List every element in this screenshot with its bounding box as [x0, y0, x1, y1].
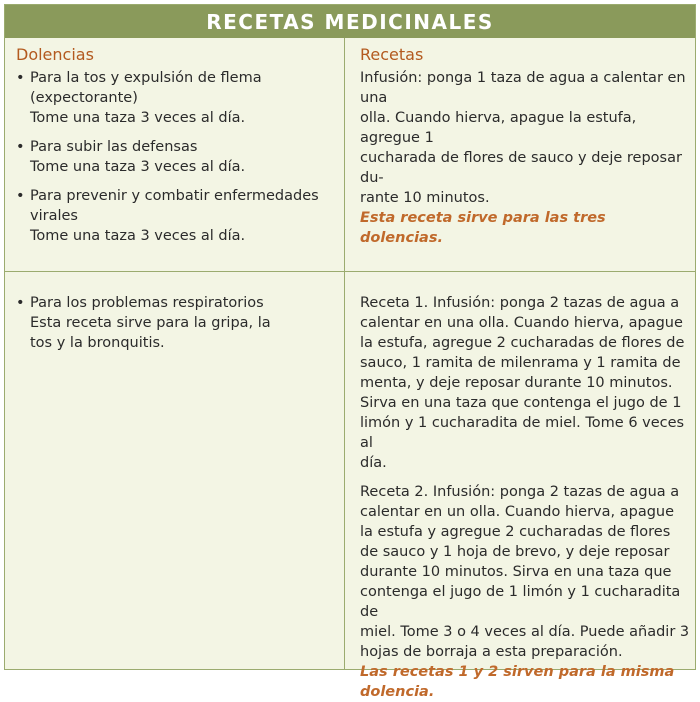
- ailment-desc-line: tos y la bronquitis.: [30, 335, 165, 351]
- ailment-dose: Tome una taza 3 veces al día.: [30, 228, 246, 244]
- row2-ailment: [16, 293, 336, 353]
- recipe1-line: sauco, 1 ramita de milenrama y 1 ramita de: [360, 355, 681, 371]
- ailment-label-line: • Para la tos y expulsión de flema: [30, 70, 262, 86]
- recipe1-line: limón y 1 cucharadita de miel. Tome 6 veces al: [360, 415, 685, 451]
- recipe1-line: Sirva en una taza que contenga el jugo de 1: [360, 395, 682, 411]
- row-divider: [5, 271, 695, 272]
- recipe2-line: miel. Tome 3 o 4 veces al día. Puede añadir 3: [360, 624, 690, 640]
- recipe2-line: de sauco y 1 hoja de brevo, y deje reposar: [360, 544, 670, 560]
- recipe-line: Infusión: ponga 1 taza de agua a calentar en una: [360, 70, 686, 106]
- recipe2-line: durante 10 minutos. Sirva en una taza que: [360, 564, 672, 580]
- row1-ailments: [16, 68, 336, 246]
- recipes-note-line: Las recetas 1 y 2 sirven para la misma: [360, 664, 675, 680]
- ailment-item: [16, 186, 336, 226]
- recipe2-line: calentar en un olla. Cuando hierva, apague: [360, 504, 675, 520]
- ailment-label-line: virales: [30, 208, 78, 224]
- header-dolencias: Dolencias: [16, 45, 94, 64]
- recipe-line: rante 10 minutos.: [360, 190, 490, 206]
- row2-recipes: [360, 293, 692, 702]
- recipe-note: Esta receta sirve para las tres dolencias.: [360, 210, 606, 246]
- column-divider: [344, 38, 345, 669]
- ailment-dose: Tome una taza 3 veces al día.: [30, 159, 246, 175]
- recipe2-line: Receta 2. Infusión: ponga 2 tazas de agua a: [360, 484, 680, 500]
- ailment-desc-line: Esta receta sirve para la gripa, la: [30, 315, 271, 331]
- recipe1-line: la estufa, agregue 2 cucharadas de flores de: [360, 335, 685, 351]
- recipe1-line: calentar en una olla. Cuando hierva, apague: [360, 315, 683, 331]
- row1-recipe: [360, 68, 690, 248]
- ailment-label-line: (expectorante): [30, 90, 138, 106]
- header-recetas: Recetas: [360, 45, 424, 64]
- ailment-item: • Para los problemas respiratorios: [16, 293, 336, 313]
- ailment-label-line: • Para subir las defensas: [30, 139, 198, 155]
- recipe2-line: la estufa y agregue 2 cucharadas de flores: [360, 524, 671, 540]
- table-title: RECETAS MEDICINALES: [5, 5, 695, 38]
- recipe1-line: día.: [360, 455, 387, 471]
- recipe2-line: hojas de borraja a esta preparación.: [360, 644, 623, 660]
- ailment-dose: Tome una taza 3 veces al día.: [30, 110, 246, 126]
- recipe1-line: Receta 1. Infusión: ponga 2 tazas de agua a: [360, 295, 680, 311]
- recipes-note-line: dolencia.: [360, 684, 435, 700]
- recipe-line: cucharada de flores de sauco y deje reposar du-: [360, 150, 682, 186]
- recipe2-line: contenga el jugo de 1 limón y 1 cucharadita de: [360, 584, 681, 620]
- recipes-table: [4, 4, 696, 700]
- ailment-label-line: • Para prevenir y combatir enfermedades: [30, 188, 319, 204]
- recipe-line: olla. Cuando hierva, apague la estufa, agregue 1: [360, 110, 637, 146]
- ailment-item: [16, 68, 336, 108]
- recipe1-line: menta, y deje reposar durante 10 minutos.: [360, 375, 673, 391]
- ailment-item: [16, 137, 336, 157]
